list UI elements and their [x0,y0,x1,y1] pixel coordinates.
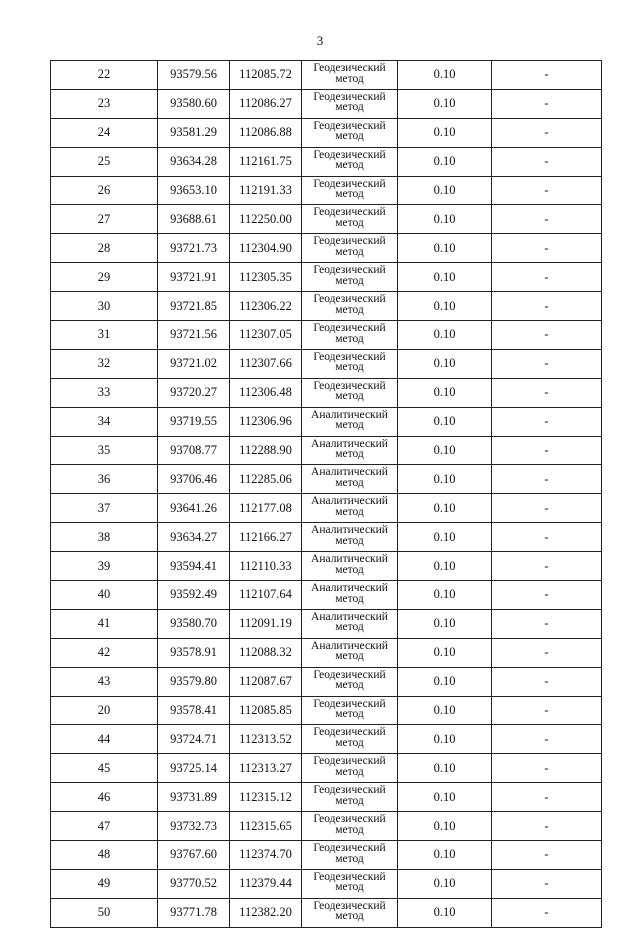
method-cell: Геодезический метод [302,869,398,898]
accuracy-cell: 0.10 [398,638,492,667]
table-row [51,638,602,667]
point-number-cell: 50 [51,898,158,927]
method-cell: Аналитический метод [302,494,398,523]
note-cell: - [492,609,602,638]
accuracy-cell: 0.10 [398,61,492,90]
point-number-cell: 34 [51,407,158,436]
y-coordinate-cell: 112107.64 [230,581,302,610]
method-cell: Аналитический метод [302,436,398,465]
y-coordinate-cell: 112085.72 [230,61,302,90]
method-cell: Аналитический метод [302,581,398,610]
y-coordinate-cell: 112315.65 [230,812,302,841]
x-coordinate-cell: 93592.49 [158,581,230,610]
x-coordinate-cell: 93721.73 [158,234,230,263]
note-cell: - [492,407,602,436]
x-coordinate-cell: 93580.70 [158,609,230,638]
y-coordinate-cell: 112288.90 [230,436,302,465]
note-cell: - [492,89,602,118]
y-coordinate-cell: 112110.33 [230,552,302,581]
point-number-cell: 27 [51,205,158,234]
point-number-cell: 24 [51,118,158,147]
accuracy-cell: 0.10 [398,176,492,205]
method-cell: Геодезический метод [302,176,398,205]
method-cell: Аналитический метод [302,523,398,552]
accuracy-cell: 0.10 [398,725,492,754]
method-cell: Геодезический метод [302,234,398,263]
note-cell: - [492,436,602,465]
method-cell: Геодезический метод [302,696,398,725]
point-number-cell: 25 [51,147,158,176]
note-cell: - [492,841,602,870]
accuracy-cell: 0.10 [398,234,492,263]
point-number-cell: 44 [51,725,158,754]
x-coordinate-cell: 93771.78 [158,898,230,927]
accuracy-cell: 0.10 [398,609,492,638]
accuracy-cell: 0.10 [398,841,492,870]
note-cell: - [492,581,602,610]
point-number-cell: 33 [51,378,158,407]
table-row [51,783,602,812]
method-cell: Геодезический метод [302,898,398,927]
table-row [51,147,602,176]
accuracy-cell: 0.10 [398,869,492,898]
x-coordinate-cell: 93581.29 [158,118,230,147]
x-coordinate-cell: 93720.27 [158,378,230,407]
table-row [51,349,602,378]
point-number-cell: 36 [51,465,158,494]
note-cell: - [492,349,602,378]
method-cell: Геодезический метод [302,205,398,234]
point-number-cell: 28 [51,234,158,263]
table-row [51,552,602,581]
page-number: 3 [316,33,324,48]
table-row [51,407,602,436]
x-coordinate-cell: 93594.41 [158,552,230,581]
note-cell: - [492,176,602,205]
point-number-cell: 35 [51,436,158,465]
method-cell: Геодезический метод [302,841,398,870]
point-number-cell: 26 [51,176,158,205]
y-coordinate-cell: 112086.27 [230,89,302,118]
x-coordinate-cell: 93767.60 [158,841,230,870]
table-row [51,841,602,870]
table-row [51,436,602,465]
method-cell: Геодезический метод [302,349,398,378]
y-coordinate-cell: 112379.44 [230,869,302,898]
y-coordinate-cell: 112161.75 [230,147,302,176]
note-cell: - [492,754,602,783]
x-coordinate-cell: 93708.77 [158,436,230,465]
x-coordinate-cell: 93579.56 [158,61,230,90]
accuracy-cell: 0.10 [398,118,492,147]
table-row [51,61,602,90]
point-number-cell: 23 [51,89,158,118]
method-cell: Аналитический метод [302,609,398,638]
accuracy-cell: 0.10 [398,407,492,436]
x-coordinate-cell: 93578.41 [158,696,230,725]
y-coordinate-cell: 112166.27 [230,523,302,552]
method-cell: Геодезический метод [302,783,398,812]
y-coordinate-cell: 112313.27 [230,754,302,783]
accuracy-cell: 0.10 [398,263,492,292]
accuracy-cell: 0.10 [398,378,492,407]
table-row [51,118,602,147]
point-number-cell: 22 [51,61,158,90]
point-number-cell: 30 [51,292,158,321]
y-coordinate-cell: 112306.48 [230,378,302,407]
accuracy-cell: 0.10 [398,436,492,465]
point-number-cell: 32 [51,349,158,378]
accuracy-cell: 0.10 [398,667,492,696]
note-cell: - [492,552,602,581]
y-coordinate-cell: 112374.70 [230,841,302,870]
point-number-cell: 40 [51,581,158,610]
point-number-cell: 42 [51,638,158,667]
table-row [51,754,602,783]
table-row [51,609,602,638]
y-coordinate-cell: 112306.96 [230,407,302,436]
note-cell: - [492,205,602,234]
table-row [51,812,602,841]
note-cell: - [492,378,602,407]
y-coordinate-cell: 112304.90 [230,234,302,263]
point-number-cell: 29 [51,263,158,292]
accuracy-cell: 0.10 [398,147,492,176]
method-cell: Геодезический метод [302,667,398,696]
accuracy-cell: 0.10 [398,321,492,350]
table-row [51,89,602,118]
x-coordinate-cell: 93770.52 [158,869,230,898]
x-coordinate-cell: 93719.55 [158,407,230,436]
y-coordinate-cell: 112315.12 [230,783,302,812]
table-row [51,494,602,523]
method-cell: Геодезический метод [302,292,398,321]
note-cell: - [492,118,602,147]
method-cell: Геодезический метод [302,89,398,118]
method-cell: Геодезический метод [302,118,398,147]
y-coordinate-cell: 112313.52 [230,725,302,754]
table-row [51,581,602,610]
accuracy-cell: 0.10 [398,292,492,321]
note-cell: - [492,696,602,725]
point-number-cell: 47 [51,812,158,841]
x-coordinate-cell: 93634.27 [158,523,230,552]
note-cell: - [492,812,602,841]
table-row [51,465,602,494]
note-cell: - [492,465,602,494]
method-cell: Геодезический метод [302,378,398,407]
note-cell: - [492,667,602,696]
note-cell: - [492,638,602,667]
point-number-cell: 37 [51,494,158,523]
method-cell: Геодезический метод [302,263,398,292]
accuracy-cell: 0.10 [398,523,492,552]
y-coordinate-cell: 112087.67 [230,667,302,696]
accuracy-cell: 0.10 [398,754,492,783]
y-coordinate-cell: 112305.35 [230,263,302,292]
y-coordinate-cell: 112086.88 [230,118,302,147]
y-coordinate-cell: 112088.32 [230,638,302,667]
point-number-cell: 48 [51,841,158,870]
y-coordinate-cell: 112177.08 [230,494,302,523]
table-row [51,523,602,552]
x-coordinate-cell: 93731.89 [158,783,230,812]
table-row [51,176,602,205]
y-coordinate-cell: 112085.85 [230,696,302,725]
table-row [51,263,602,292]
note-cell: - [492,61,602,90]
x-coordinate-cell: 93580.60 [158,89,230,118]
y-coordinate-cell: 112307.66 [230,349,302,378]
table-row [51,321,602,350]
x-coordinate-cell: 93634.28 [158,147,230,176]
point-number-cell: 46 [51,783,158,812]
x-coordinate-cell: 93721.85 [158,292,230,321]
note-cell: - [492,725,602,754]
table-row [51,869,602,898]
method-cell: Аналитический метод [302,407,398,436]
x-coordinate-cell: 93653.10 [158,176,230,205]
method-cell: Геодезический метод [302,812,398,841]
y-coordinate-cell: 112306.22 [230,292,302,321]
method-cell: Аналитический метод [302,638,398,667]
note-cell: - [492,263,602,292]
x-coordinate-cell: 93721.02 [158,349,230,378]
coordinates-table-body [51,61,602,928]
accuracy-cell: 0.10 [398,581,492,610]
y-coordinate-cell: 112285.06 [230,465,302,494]
note-cell: - [492,783,602,812]
accuracy-cell: 0.10 [398,465,492,494]
y-coordinate-cell: 112091.19 [230,609,302,638]
point-number-cell: 31 [51,321,158,350]
table-row [51,234,602,263]
x-coordinate-cell: 93721.56 [158,321,230,350]
point-number-cell: 20 [51,696,158,725]
coordinates-table [50,60,602,928]
accuracy-cell: 0.10 [398,783,492,812]
method-cell: Аналитический метод [302,552,398,581]
y-coordinate-cell: 112382.20 [230,898,302,927]
method-cell: Геодезический метод [302,147,398,176]
table-row [51,898,602,927]
note-cell: - [492,234,602,263]
accuracy-cell: 0.10 [398,205,492,234]
accuracy-cell: 0.10 [398,552,492,581]
accuracy-cell: 0.10 [398,812,492,841]
accuracy-cell: 0.10 [398,89,492,118]
accuracy-cell: 0.10 [398,494,492,523]
point-number-cell: 49 [51,869,158,898]
y-coordinate-cell: 112191.33 [230,176,302,205]
method-cell: Аналитический метод [302,465,398,494]
accuracy-cell: 0.10 [398,696,492,725]
table-row [51,378,602,407]
x-coordinate-cell: 93732.73 [158,812,230,841]
x-coordinate-cell: 93579.80 [158,667,230,696]
method-cell: Геодезический метод [302,61,398,90]
method-cell: Геодезический метод [302,725,398,754]
x-coordinate-cell: 93641.26 [158,494,230,523]
note-cell: - [492,147,602,176]
table-row [51,667,602,696]
x-coordinate-cell: 93688.61 [158,205,230,234]
note-cell: - [492,292,602,321]
x-coordinate-cell: 93578.91 [158,638,230,667]
note-cell: - [492,321,602,350]
point-number-cell: 41 [51,609,158,638]
accuracy-cell: 0.10 [398,898,492,927]
y-coordinate-cell: 112307.05 [230,321,302,350]
x-coordinate-cell: 93706.46 [158,465,230,494]
method-cell: Геодезический метод [302,321,398,350]
point-number-cell: 38 [51,523,158,552]
x-coordinate-cell: 93724.71 [158,725,230,754]
table-row [51,292,602,321]
x-coordinate-cell: 93721.91 [158,263,230,292]
point-number-cell: 39 [51,552,158,581]
point-number-cell: 43 [51,667,158,696]
note-cell: - [492,898,602,927]
method-cell: Геодезический метод [302,754,398,783]
table-row [51,205,602,234]
x-coordinate-cell: 93725.14 [158,754,230,783]
note-cell: - [492,869,602,898]
point-number-cell: 45 [51,754,158,783]
note-cell: - [492,523,602,552]
note-cell: - [492,494,602,523]
y-coordinate-cell: 112250.00 [230,205,302,234]
accuracy-cell: 0.10 [398,349,492,378]
table-row [51,725,602,754]
table-row [51,696,602,725]
